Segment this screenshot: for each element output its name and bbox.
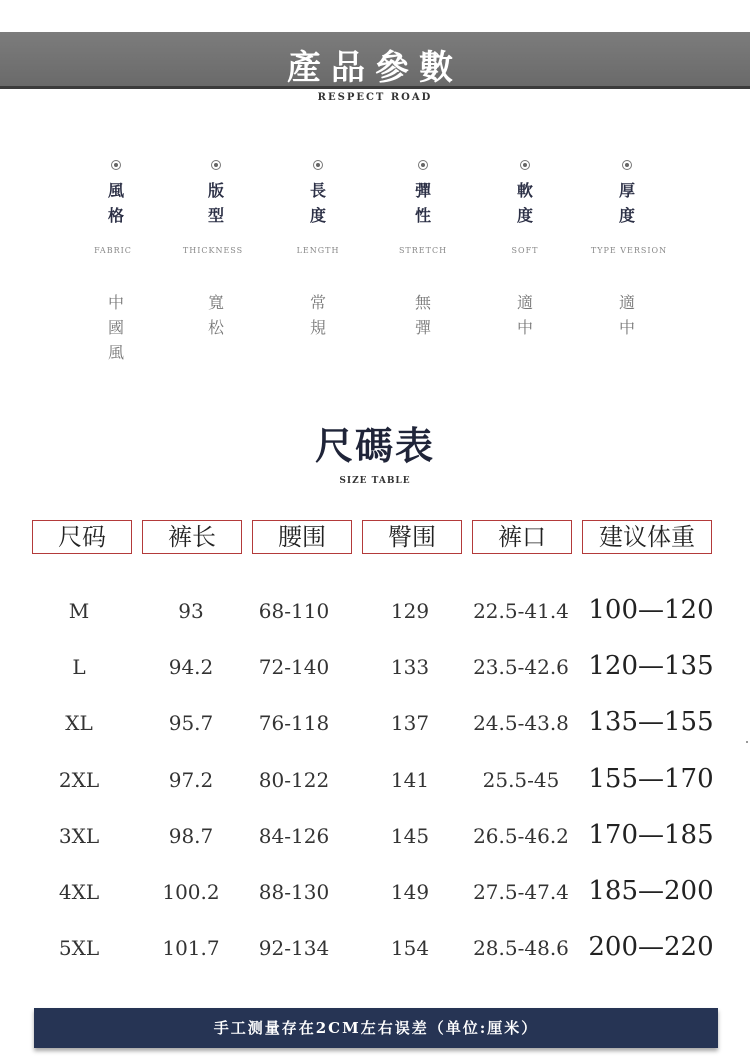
header-hip: 臀围 [362,520,462,554]
table-cell: 137 [390,711,430,736]
attribute-english: FABRIC [94,246,132,255]
attribute-column [166,160,266,228]
attribute-name: 長度 [309,181,326,225]
attribute-english: TYPE VERSION [590,246,668,255]
bullet-icon [211,160,221,170]
attribute-name: 厚度 [618,181,635,225]
table-cell: 200—220 [588,932,714,963]
table-cell: 129 [390,599,430,623]
table-cell: 24.5-43.8 [473,711,569,736]
table-cell: XL [65,711,93,736]
table-cell: 154 [390,936,430,961]
table-cell: 25.5-45 [482,767,560,792]
attribute-value: 寬松 [207,293,224,337]
attribute-value: 適中 [516,293,533,337]
bullet-icon [418,160,428,170]
attribute-name: 版型 [207,181,224,225]
table-cell: 95.7 [168,711,214,736]
attribute-english: STRETCH [398,246,448,255]
bullet-icon [520,160,530,170]
header-weight: 建议体重 [582,520,712,554]
table-cell: 23.5-42.6 [473,655,569,680]
table-cell: 68-110 [258,599,330,623]
table-cell: 22.5-41.4 [473,599,569,623]
attribute-column [268,160,368,228]
table-cell: 185—200 [588,876,714,906]
attribute-column [475,160,575,228]
attribute-english: SOFT [511,246,539,255]
table-cell: 94.2 [168,655,214,680]
attribute-name: 軟度 [516,181,533,225]
table-cell: 3XL [58,823,100,848]
table-cell: 5XL [58,936,100,961]
table-cell: 120—135 [588,651,714,682]
bullet-icon [111,160,121,170]
header-pants-length: 裤长 [142,520,242,554]
table-cell: 170—185 [588,819,714,850]
page-title: 產品參數 [287,48,463,88]
table-cell: 88-130 [258,880,330,904]
attribute-name: 風格 [107,181,124,225]
table-cell: 92-134 [258,936,330,961]
table-cell: 26.5-46.2 [473,823,569,848]
header-waist: 腰围 [252,520,352,554]
header-leg-opening: 裤口 [472,520,572,554]
stray-dot [746,741,748,743]
attribute-column [66,160,166,228]
table-cell: 145 [390,823,430,848]
table-cell: 141 [390,767,430,792]
table-cell: 28.5-48.6 [473,936,569,961]
table-cell: 72-140 [258,655,330,680]
table-cell: 27.5-47.4 [473,880,569,904]
table-cell: 84-126 [258,823,330,848]
table-cell: 80-122 [258,767,330,792]
table-cell: 101.7 [162,936,220,961]
attribute-value: 常規 [309,293,326,337]
table-cell: 100—120 [588,595,714,625]
attribute-english: THICKNESS [182,246,244,255]
table-cell: 2XL [58,767,100,792]
table-cell: 98.7 [168,823,214,848]
size-table-subtitle: SIZE TABLE [339,476,411,486]
attribute-value: 中國風 [107,293,124,362]
page-subtitle: RESPECT ROAD [317,92,433,103]
table-cell: M [68,599,90,623]
attribute-column [577,160,677,228]
attribute-value: 無彈 [414,293,431,337]
table-cell: 97.2 [168,767,214,792]
attribute-column [373,160,473,228]
table-cell: 135—155 [588,707,714,738]
table-cell: 155—170 [588,763,714,794]
size-table-title: 尺碼表 [314,423,435,468]
table-cell: 4XL [58,880,100,904]
header-size: 尺码 [32,520,132,554]
table-cell: 100.2 [162,880,220,904]
table-cell: L [72,655,86,680]
attribute-name: 彈性 [414,181,431,225]
table-cell: 149 [390,880,430,904]
bullet-icon [313,160,323,170]
table-cell: 93 [178,599,204,623]
attribute-english: LENGTH [296,246,340,255]
bullet-icon [622,160,632,170]
attribute-value: 適中 [618,293,635,337]
table-cell: 133 [390,655,430,680]
measurement-note: 手工测量存在2CM左右误差（单位:厘米） [34,1008,718,1048]
table-cell: 76-118 [258,711,330,736]
